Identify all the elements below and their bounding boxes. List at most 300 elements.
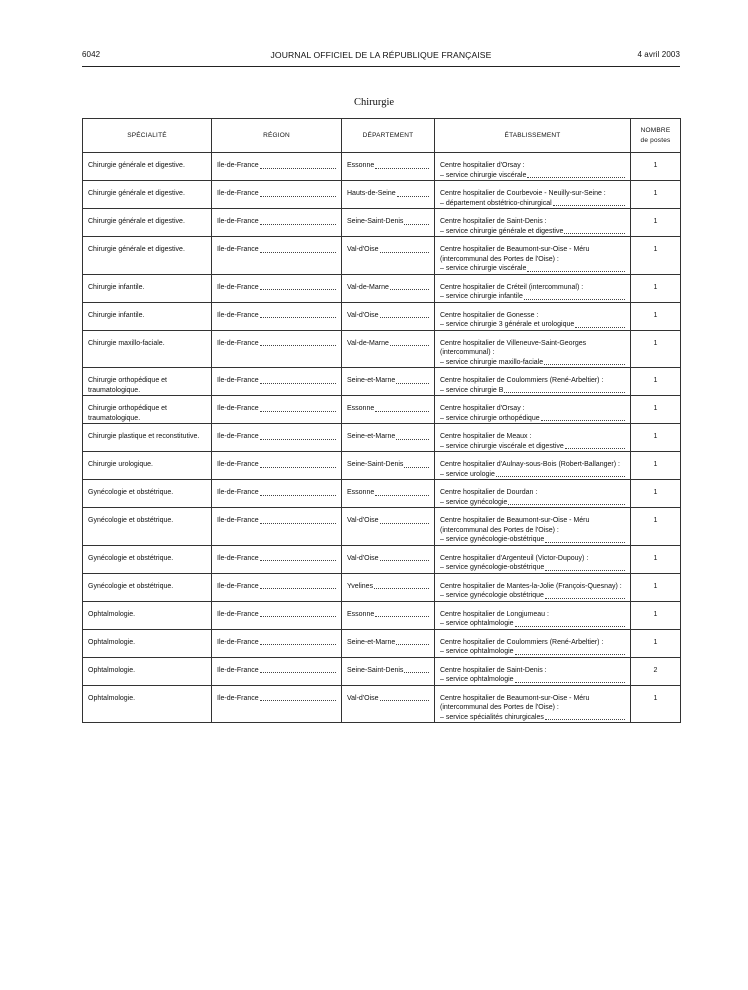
cell-specialite <box>83 601 212 629</box>
etablissement-name: Centre hospitalier d'Argenteuil (Victor-Dupouy) : <box>440 554 589 562</box>
departement-text: Seine-Saint-Denis <box>347 461 404 468</box>
dot-leader <box>260 699 336 701</box>
etablissement-name: Centre hospitalier de Courbevoie - Neuilly-sur-Seine : <box>440 190 606 197</box>
departement-text: Val-de-Marne <box>347 339 389 347</box>
cell-nombre-postes <box>631 302 681 330</box>
etablissement-name: Centre hospitalier de Saint-Denis : <box>440 218 547 225</box>
cell-region <box>212 657 342 685</box>
etablissement-name: Centre hospitalier de Beaumont-sur-Oise - Méru (intercommunal des Portes de l'Oise) : <box>440 246 590 263</box>
cell-etablissement <box>435 685 631 723</box>
nombre-postes-value: 1 <box>653 554 658 562</box>
etablissement-service: – service spécialités chirurgicales <box>440 713 544 721</box>
table-row <box>83 237 681 275</box>
region-text: Ile-de-France <box>217 283 259 291</box>
cell-region <box>212 302 342 330</box>
specialite-text: Gynécologie et obstétrique. <box>88 489 174 496</box>
nombre-postes-value: 1 <box>653 218 658 225</box>
dot-leader <box>260 494 336 496</box>
cell-nombre-postes <box>631 508 681 546</box>
dot-leader <box>545 718 625 720</box>
column-header-region: RÉGION <box>212 119 342 153</box>
departement-text: Essonne <box>347 489 375 496</box>
dot-leader <box>504 391 625 393</box>
specialite-text: Chirurgie infantile. <box>88 283 145 291</box>
specialite-text: Chirurgie orthopédique et traumatologique. <box>88 405 167 422</box>
region-text: Ile-de-France <box>217 638 259 646</box>
dot-leader <box>260 382 336 384</box>
etablissement-name: Centre hospitalier de Coulommiers (René-Arbeltier) : <box>440 377 604 384</box>
specialite-text: Chirurgie générale et digestive. <box>88 218 185 225</box>
etablissement-name: Centre hospitalier de Gonesse : <box>440 311 539 319</box>
etablissement-service: – service urologie <box>440 470 495 478</box>
journal-title: JOURNAL OFFICIEL DE LA RÉPUBLIQUE FRANÇAISE <box>270 50 492 60</box>
cell-region <box>212 424 342 452</box>
cell-specialite <box>83 424 212 452</box>
dot-leader <box>396 438 429 440</box>
dot-leader <box>260 410 336 412</box>
dot-leader <box>260 587 336 589</box>
dot-leader <box>515 653 625 655</box>
nombre-postes-value: 1 <box>653 283 658 291</box>
nombre-postes-value: 1 <box>653 489 658 496</box>
region-text: Ile-de-France <box>217 517 259 524</box>
publication-date: 4 avril 2003 <box>637 50 680 59</box>
dot-leader <box>396 382 429 384</box>
specialite-text: Chirurgie maxillo-faciale. <box>88 339 165 347</box>
specialite-text: Ophtalmologie. <box>88 638 136 646</box>
cell-specialite <box>83 480 212 508</box>
cell-region <box>212 508 342 546</box>
cell-nombre-postes <box>631 601 681 629</box>
table-row <box>83 573 681 601</box>
cell-nombre-postes <box>631 424 681 452</box>
dot-leader <box>515 625 625 627</box>
etablissement-service: – département obstétrico-chirurgical <box>440 199 552 207</box>
cell-region <box>212 237 342 275</box>
cell-region <box>212 685 342 723</box>
cell-etablissement <box>435 153 631 181</box>
cell-nombre-postes <box>631 545 681 573</box>
specialite-text: Chirurgie orthopédique et traumatologique. <box>88 377 167 394</box>
dot-leader <box>380 522 429 524</box>
dot-leader <box>390 288 429 290</box>
specialite-text: Ophtalmologie. <box>88 694 136 702</box>
column-header-specialite: SPÉCIALITÉ <box>83 119 212 153</box>
nombre-postes-value: 1 <box>653 246 658 253</box>
dot-leader <box>397 195 429 197</box>
etablissement-name: Centre hospitalier de Beaumont-sur-Oise - Méru (intercommunal des Portes de l'Oise) : <box>440 517 590 534</box>
cell-specialite <box>83 302 212 330</box>
cell-departement <box>342 302 435 330</box>
departement-text: Essonne <box>347 610 375 618</box>
cell-region <box>212 274 342 302</box>
nombre-postes-value: 1 <box>653 405 658 412</box>
cell-specialite <box>83 685 212 723</box>
region-text: Ile-de-France <box>217 246 259 253</box>
etablissement-name: Centre hospitalier de Meaux : <box>440 433 532 440</box>
region-text: Ile-de-France <box>217 339 259 347</box>
specialite-text: Chirurgie urologique. <box>88 461 153 468</box>
dot-leader <box>260 344 336 346</box>
region-text: Ile-de-France <box>217 666 259 674</box>
table-row <box>83 368 681 396</box>
dot-leader <box>260 671 336 673</box>
cell-etablissement <box>435 181 631 209</box>
etablissement-name: Centre hospitalier de Saint-Denis : <box>440 666 547 674</box>
etablissement-service: – service gynécologie-obstétrique <box>440 536 545 543</box>
etablissement-service: – service chirurgie viscérale et digestive <box>440 442 564 450</box>
nombre-postes-value: 2 <box>653 666 658 674</box>
page-header <box>82 50 680 64</box>
table-row <box>83 480 681 508</box>
cell-specialite <box>83 153 212 181</box>
nombre-postes-value: 1 <box>653 461 658 468</box>
table-header-row <box>83 119 681 153</box>
specialite-text: Chirurgie générale et digestive. <box>88 246 185 253</box>
cell-departement <box>342 685 435 723</box>
cell-specialite <box>83 237 212 275</box>
cell-region <box>212 153 342 181</box>
dot-leader <box>524 298 625 300</box>
dot-leader <box>374 587 429 589</box>
dot-leader <box>527 176 625 178</box>
region-text: Ile-de-France <box>217 694 259 702</box>
table-row <box>83 330 681 368</box>
dot-leader <box>553 204 625 206</box>
cell-etablissement <box>435 508 631 546</box>
cell-region <box>212 452 342 480</box>
etablissement-name: Centre hospitalier de Villeneuve-Saint-Georges (intercommunal) : <box>440 339 587 356</box>
dot-leader <box>375 167 429 169</box>
table-row <box>83 545 681 573</box>
dot-leader <box>380 251 429 253</box>
cell-departement <box>342 480 435 508</box>
dot-leader <box>380 316 429 318</box>
dot-leader <box>260 167 336 169</box>
table-row <box>83 424 681 452</box>
cell-specialite <box>83 545 212 573</box>
table-row <box>83 274 681 302</box>
cell-region <box>212 545 342 573</box>
specialite-text: Gynécologie et obstétrique. <box>88 517 174 524</box>
cell-etablissement <box>435 396 631 424</box>
cell-nombre-postes <box>631 274 681 302</box>
table-row <box>83 657 681 685</box>
cell-region <box>212 368 342 396</box>
nombre-postes-value: 1 <box>653 610 658 618</box>
cell-departement <box>342 545 435 573</box>
etablissement-service: – service chirurgie 3 générale et urologique <box>440 321 575 328</box>
cell-etablissement <box>435 573 631 601</box>
cell-etablissement <box>435 480 631 508</box>
cell-etablissement <box>435 452 631 480</box>
departement-text: Seine-et-Marne <box>347 638 396 646</box>
dot-leader <box>260 195 336 197</box>
cell-region <box>212 601 342 629</box>
posts-table <box>82 118 681 723</box>
cell-departement <box>342 508 435 546</box>
specialite-text: Ophtalmologie. <box>88 610 136 618</box>
cell-etablissement <box>435 657 631 685</box>
specialite-text: Chirurgie infantile. <box>88 311 145 319</box>
etablissement-service: – service ophtalmologie <box>440 620 514 627</box>
region-text: Ile-de-France <box>217 554 259 562</box>
cell-etablissement <box>435 545 631 573</box>
dot-leader <box>404 671 429 673</box>
cell-nombre-postes <box>631 209 681 237</box>
nombre-postes-value: 1 <box>653 582 658 590</box>
departement-text: Val-d'Oise <box>347 554 379 562</box>
region-text: Ile-de-France <box>217 610 259 618</box>
etablissement-service: – service ophtalmologie <box>440 676 514 683</box>
dot-leader <box>375 410 429 412</box>
cell-specialite <box>83 508 212 546</box>
dot-leader <box>390 344 429 346</box>
cell-departement <box>342 368 435 396</box>
cell-nombre-postes <box>631 396 681 424</box>
cell-departement <box>342 657 435 685</box>
cell-etablissement <box>435 274 631 302</box>
etablissement-service: – service ophtalmologie <box>440 648 514 655</box>
cell-nombre-postes <box>631 330 681 368</box>
etablissement-name: Centre hospitalier d'Orsay : <box>440 405 525 412</box>
specialite-text: Ophtalmologie. <box>88 666 136 674</box>
table-row <box>83 452 681 480</box>
etablissement-name: Centre hospitalier de Dourdan : <box>440 489 538 496</box>
dot-leader <box>575 326 625 328</box>
specialite-text: Chirurgie plastique et reconstitutive. <box>88 433 200 440</box>
cell-nombre-postes <box>631 153 681 181</box>
cell-nombre-postes <box>631 629 681 657</box>
region-text: Ile-de-France <box>217 433 259 440</box>
cell-specialite <box>83 181 212 209</box>
cell-departement <box>342 274 435 302</box>
etablissement-service: – service chirurgie B <box>440 386 504 394</box>
dot-leader <box>260 438 336 440</box>
dot-leader <box>496 475 625 477</box>
dot-leader <box>260 223 336 225</box>
etablissement-service: – service gynécologie-obstétrique <box>440 564 545 571</box>
cell-nombre-postes <box>631 573 681 601</box>
section-title: Chirurgie <box>353 97 395 108</box>
etablissement-service: – service chirurgie orthopédique <box>440 414 540 422</box>
cell-departement <box>342 601 435 629</box>
departement-text: Val-d'Oise <box>347 694 379 702</box>
dot-leader <box>260 466 336 468</box>
cell-region <box>212 181 342 209</box>
table-row <box>83 685 681 723</box>
table-row <box>83 209 681 237</box>
cell-departement <box>342 573 435 601</box>
departement-text: Seine-et-Marne <box>347 377 396 384</box>
cell-specialite <box>83 209 212 237</box>
header-rule <box>82 66 680 67</box>
table-row <box>83 601 681 629</box>
table-row <box>83 396 681 424</box>
dot-leader <box>515 681 625 683</box>
nombre-postes-value: 1 <box>653 311 658 319</box>
cell-region <box>212 480 342 508</box>
cell-specialite <box>83 396 212 424</box>
nombre-postes-value: 1 <box>653 433 658 440</box>
cell-region <box>212 209 342 237</box>
etablissement-service: – service chirurgie viscérale <box>440 171 527 179</box>
departement-text: Hauts-de-Seine <box>347 190 396 197</box>
cell-departement <box>342 629 435 657</box>
table-row <box>83 629 681 657</box>
cell-nombre-postes <box>631 181 681 209</box>
table-row <box>83 302 681 330</box>
nombre-postes-value: 1 <box>653 694 658 702</box>
cell-etablissement <box>435 237 631 275</box>
dot-leader <box>404 223 429 225</box>
specialite-text: Chirurgie générale et digestive. <box>88 190 185 197</box>
cell-specialite <box>83 657 212 685</box>
cell-departement <box>342 209 435 237</box>
dot-leader <box>260 316 336 318</box>
cell-etablissement <box>435 302 631 330</box>
cell-etablissement <box>435 330 631 368</box>
departement-text: Yvelines <box>347 582 374 590</box>
dot-leader <box>260 251 336 253</box>
departement-text: Essonne <box>347 405 375 412</box>
cell-nombre-postes <box>631 237 681 275</box>
column-header-departement: DÉPARTEMENT <box>342 119 435 153</box>
cell-specialite <box>83 573 212 601</box>
departement-text: Seine-Saint-Denis <box>347 218 404 225</box>
region-text: Ile-de-France <box>217 311 259 319</box>
dot-leader <box>545 569 625 571</box>
region-text: Ile-de-France <box>217 190 259 197</box>
cell-departement <box>342 424 435 452</box>
departement-text: Val-d'Oise <box>347 311 379 319</box>
cell-nombre-postes <box>631 657 681 685</box>
dot-leader <box>260 288 336 290</box>
cell-departement <box>342 153 435 181</box>
cell-nombre-postes <box>631 480 681 508</box>
table-row <box>83 181 681 209</box>
region-text: Ile-de-France <box>217 582 259 590</box>
departement-text: Val-de-Marne <box>347 283 389 291</box>
cell-region <box>212 573 342 601</box>
cell-specialite <box>83 452 212 480</box>
cell-region <box>212 330 342 368</box>
specialite-text: Chirurgie générale et digestive. <box>88 162 185 169</box>
etablissement-service: – service gynécologie <box>440 498 508 506</box>
region-text: Ile-de-France <box>217 461 259 468</box>
etablissement-service: – service chirurgie infantile <box>440 293 523 300</box>
region-text: Ile-de-France <box>217 162 259 169</box>
column-header-nombre-line1: NOMBRE <box>640 127 671 134</box>
column-header-nombre-line2: de postes <box>640 136 671 144</box>
table-row <box>83 153 681 181</box>
region-text: Ile-de-France <box>217 377 259 384</box>
region-text: Ile-de-France <box>217 405 259 412</box>
departement-text: Val-d'Oise <box>347 517 379 524</box>
cell-etablissement <box>435 209 631 237</box>
etablissement-name: Centre hospitalier d'Orsay : <box>440 162 525 169</box>
cell-departement <box>342 452 435 480</box>
nombre-postes-value: 1 <box>653 638 658 646</box>
cell-etablissement <box>435 601 631 629</box>
cell-etablissement <box>435 368 631 396</box>
departement-text: Essonne <box>347 162 375 169</box>
table-row <box>83 508 681 546</box>
cell-specialite <box>83 629 212 657</box>
dot-leader <box>260 559 336 561</box>
cell-departement <box>342 396 435 424</box>
etablissement-name: Centre hospitalier de Coulommiers (René-Arbeltier) : <box>440 638 604 646</box>
dot-leader <box>396 643 429 645</box>
page-number: 6042 <box>82 50 101 59</box>
dot-leader <box>545 541 625 543</box>
etablissement-name: Centre hospitalier de Longjumeau : <box>440 610 549 618</box>
cell-specialite <box>83 330 212 368</box>
cell-region <box>212 396 342 424</box>
etablissement-name: Centre hospitalier de Beaumont-sur-Oise - Méru (intercommunal des Portes de l'Oise) : <box>440 694 590 711</box>
column-header-nombre <box>631 119 681 153</box>
specialite-text: Gynécologie et obstétrique. <box>88 582 174 590</box>
dot-leader <box>508 503 625 505</box>
region-text: Ile-de-France <box>217 218 259 225</box>
dot-leader <box>404 466 429 468</box>
dot-leader <box>260 522 336 524</box>
etablissement-name: Centre hospitalier de Mantes-la-Jolie (François-Quesnay) : <box>440 582 622 590</box>
dot-leader <box>260 643 336 645</box>
cell-departement <box>342 237 435 275</box>
dot-leader <box>375 615 429 617</box>
dot-leader <box>541 419 625 421</box>
etablissement-name: Centre hospitalier d'Aulnay-sous-Bois (Robert-Ballanger) : <box>440 461 620 468</box>
etablissement-service: – service chirurgie générale et digestive <box>440 227 564 235</box>
cell-nombre-postes <box>631 368 681 396</box>
nombre-postes-value: 1 <box>653 517 658 524</box>
dot-leader <box>380 559 429 561</box>
departement-text: Val-d'Oise <box>347 246 379 253</box>
specialite-text: Gynécologie et obstétrique. <box>88 554 174 562</box>
nombre-postes-value: 1 <box>653 162 658 169</box>
dot-leader <box>380 699 429 701</box>
cell-departement <box>342 181 435 209</box>
dot-leader <box>260 615 336 617</box>
cell-etablissement <box>435 629 631 657</box>
dot-leader <box>544 363 625 365</box>
nombre-postes-value: 1 <box>653 377 658 384</box>
dot-leader <box>564 232 625 234</box>
cell-etablissement <box>435 424 631 452</box>
cell-region <box>212 629 342 657</box>
dot-leader <box>545 597 625 599</box>
column-header-etablissement: ÉTABLISSEMENT <box>435 119 631 153</box>
region-text: Ile-de-France <box>217 489 259 496</box>
dot-leader <box>375 494 429 496</box>
departement-text: Seine-et-Marne <box>347 433 396 440</box>
nombre-postes-value: 1 <box>653 339 658 347</box>
nombre-postes-value: 1 <box>653 190 658 197</box>
cell-nombre-postes <box>631 452 681 480</box>
cell-nombre-postes <box>631 685 681 723</box>
cell-departement <box>342 330 435 368</box>
etablissement-name: Centre hospitalier de Créteil (intercommunal) : <box>440 283 584 291</box>
cell-specialite <box>83 368 212 396</box>
departement-text: Seine-Saint-Denis <box>347 666 404 674</box>
etablissement-service: – service gynécologie obstétrique <box>440 592 544 599</box>
etablissement-service: – service chirurgie viscérale <box>440 265 527 272</box>
dot-leader <box>565 447 625 449</box>
dot-leader <box>527 270 625 272</box>
etablissement-service: – service chirurgie maxillo-faciale <box>440 358 544 366</box>
cell-specialite <box>83 274 212 302</box>
